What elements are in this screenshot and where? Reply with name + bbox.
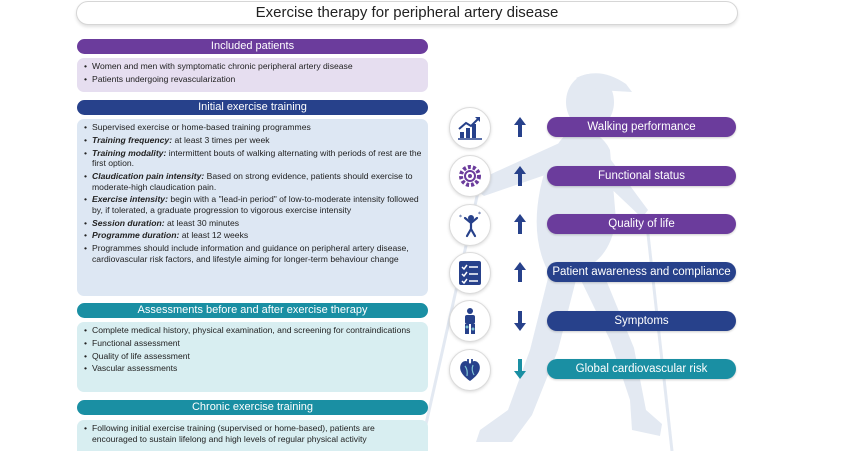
list-item: • Patients undergoing revascularization bbox=[83, 74, 422, 85]
bar-chart-growth-icon bbox=[456, 114, 484, 142]
person-legs-icon bbox=[456, 307, 484, 335]
list-item: • Exercise intensity: begin with a "lead-in period" of low-to-moderate intensity followed by, if tolerated, a graduate progression to vigorous exercise intensity bbox=[83, 194, 422, 215]
list-item: • Vascular assessments bbox=[83, 363, 422, 374]
outcome-quality-of-life: Quality of life bbox=[547, 214, 736, 234]
included-patients-box bbox=[77, 58, 428, 92]
assessments-header: Assessments before and after exercise therapy bbox=[77, 303, 428, 318]
included-patients-list bbox=[83, 61, 422, 84]
list-item: • Programme duration: at least 12 weeks bbox=[83, 230, 422, 241]
list-item: • Training frequency: at least 3 times per week bbox=[83, 135, 422, 146]
list-item: • Claudication pain intensity: Based on strong evidence, patients should exercise to moderate-high claudication pain. bbox=[83, 171, 422, 192]
gear-wheel-icon bbox=[456, 162, 484, 190]
assessments-box bbox=[77, 322, 428, 392]
initial-training-box bbox=[77, 119, 428, 296]
arrow-up-icon bbox=[513, 213, 527, 235]
checklist-icon bbox=[456, 259, 484, 287]
arrow-up-icon bbox=[513, 261, 527, 283]
svg-text:*: * bbox=[459, 214, 462, 221]
outcome-walking-performance: Walking performance bbox=[547, 117, 736, 137]
list-item: • Supervised exercise or home-based training programmes bbox=[83, 122, 422, 133]
outcome-icon-circle bbox=[449, 252, 491, 294]
list-item: • Programmes should include information and guidance on peripheral artery disease, cardiovascular risk factors, and lifestyle aiming for longer-term behaviour change bbox=[83, 243, 422, 264]
outcome-icon-circle bbox=[449, 349, 491, 391]
happy-person-icon bbox=[456, 211, 484, 239]
initial-training-header: Initial exercise training bbox=[77, 100, 428, 115]
arrow-down-icon bbox=[513, 358, 527, 380]
outcome-symptoms: Symptoms bbox=[547, 311, 736, 331]
outcome-icon-circle bbox=[449, 204, 491, 246]
list-item: • Session duration: at least 30 minutes bbox=[83, 218, 422, 229]
svg-text:*: * bbox=[478, 211, 481, 218]
arrow-up-icon bbox=[513, 116, 527, 138]
outcome-patient-awareness: Patient awareness and compliance bbox=[547, 262, 736, 282]
outcome-icon-circle bbox=[449, 300, 491, 342]
chronic-training-list bbox=[83, 423, 422, 444]
list-item: • Women and men with symptomatic chronic peripheral artery disease bbox=[83, 61, 422, 72]
arrow-up-icon bbox=[513, 165, 527, 187]
included-patients-header: Included patients bbox=[77, 39, 428, 54]
outcome-icon-circle bbox=[449, 155, 491, 197]
arrow-down-icon bbox=[513, 310, 527, 332]
chronic-training-header: Chronic exercise training bbox=[77, 400, 428, 415]
initial-training-list bbox=[83, 122, 422, 264]
outcome-cardiovascular-risk: Global cardiovascular risk bbox=[547, 359, 736, 379]
diagram-title: Exercise therapy for peripheral artery disease bbox=[76, 1, 738, 25]
list-item: • Complete medical history, physical examination, and screening for contraindications bbox=[83, 325, 422, 336]
list-item: • Training modality: intermittent bouts of walking alternating with periods of rest are the first option. bbox=[83, 148, 422, 169]
assessments-list bbox=[83, 325, 422, 374]
list-item: • Quality of life assessment bbox=[83, 351, 422, 362]
outcome-icon-circle bbox=[449, 107, 491, 149]
outcome-functional-status: Functional status bbox=[547, 166, 736, 186]
list-item: • Following initial exercise training (supervised or home-based), patients are encouraged to sustain lifelong and high levels of regular physical activity bbox=[83, 423, 422, 444]
list-item: • Functional assessment bbox=[83, 338, 422, 349]
heart-icon bbox=[456, 356, 484, 384]
chronic-training-box bbox=[77, 420, 428, 451]
